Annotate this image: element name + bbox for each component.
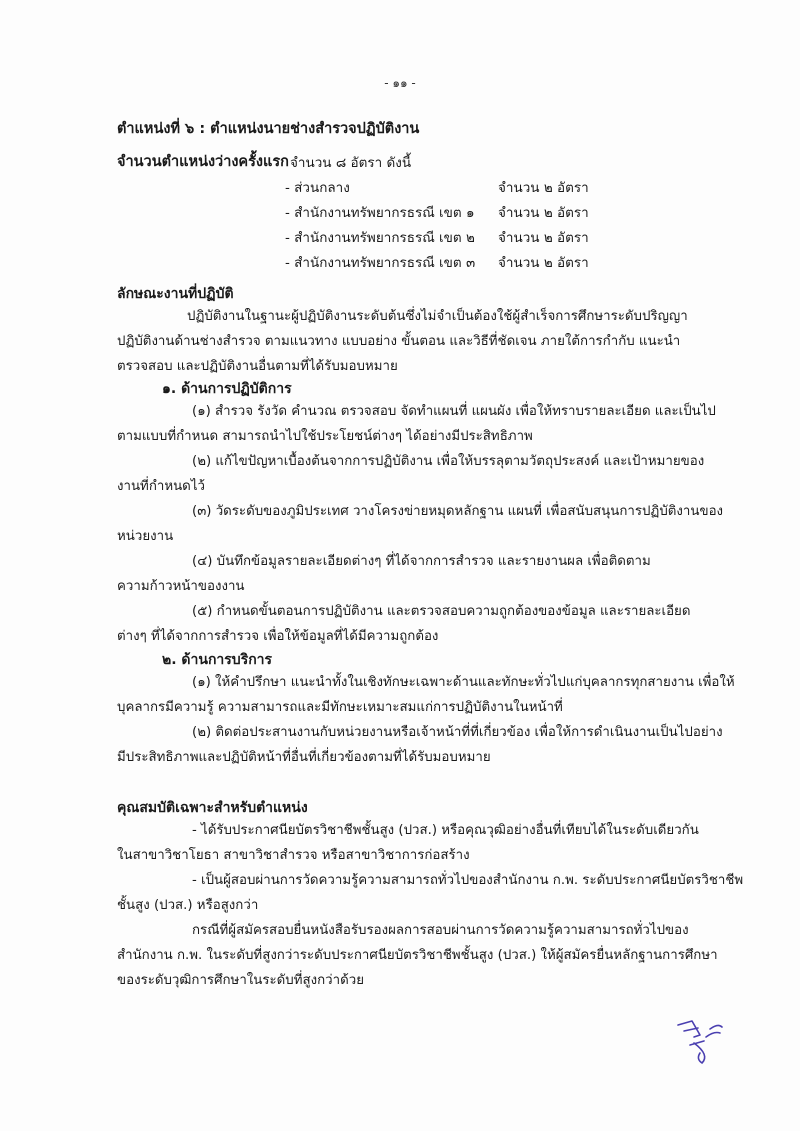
unit-name: - สำนักงานทรัพยากรธรณี เขต ๑ <box>285 205 475 221</box>
item-line: งานที่กำหนดไว้ <box>117 479 205 494</box>
item-line: กรณีที่ผู้สมัครสอบยื่นหนังสือรับรองผลการสอบผ่านการวัดความรู้ความสามารถทั่วไปของ <box>192 923 689 938</box>
unit-name: - สำนักงานทรัพยากรธรณี เขต ๒ <box>285 230 475 246</box>
vacancy-total: จำนวน ๘ อัตรา ดังนี้ <box>290 155 412 171</box>
item-line: ความก้าวหน้าของงาน <box>117 579 245 594</box>
text-line: ตรวจสอบ และปฏิบัติงานอื่นตามที่ได้รับมอบหมาย <box>117 359 398 374</box>
signature-icon <box>670 1015 730 1070</box>
text-line: ปฏิบัติงานในฐานะผู้ปฏิบัติงานระดับต้นซึ่งไม่จำเป็นต้องใช้ผู้สำเร็จการศึกษาระดับปริญญา <box>187 309 688 324</box>
operations-items <box>117 399 724 649</box>
item-line: (๕) กำหนดขั้นตอนการปฏิบัติงาน และตรวจสอบความถูกต้องของข้อมูล และรายละเอียด <box>192 604 691 619</box>
item-line: (๔) บันทึกข้อมูลรายละเอียดต่างๆ ที่ได้จากการสำรวจ และรายงานผล เพื่อติดตาม <box>192 554 651 569</box>
section-heading-operations: ๑. ด้านการปฏิบัติการ <box>162 381 292 397</box>
qualifications-heading: คุณสมบัติเฉพาะสำหรับตำแหน่ง <box>117 800 308 816</box>
item-line: ของระดับวุฒิการศึกษาในระดับที่สูงกว่าด้วย <box>117 973 364 988</box>
item-line: - เป็นผู้สอบผ่านการวัดความรู้ความสามารถทั่วไปของสำนักงาน ก.พ. ระดับประกาศนียบัตรวิชาชีพ <box>192 873 744 888</box>
item-line: (๑) ให้คำปรึกษา แนะนำทั้งในเชิงทักษะเฉพาะด้านและทักษะทั่วไปแก่บุคลากรทุกสายงาน เพื่อให้ <box>192 675 735 690</box>
service-items <box>117 670 735 770</box>
item-line: (๑) สำรวจ รังวัด คำนวณ ตรวจสอบ จัดทำแผนที่ แผนผัง เพื่อให้ทราบรายละเอียด และเป็นไป <box>192 404 716 419</box>
unit-name: - ส่วนกลาง <box>285 180 350 196</box>
duties-heading: ลักษณะงานที่ปฏิบัติ <box>117 286 234 302</box>
unit-count: จำนวน ๒ อัตรา <box>498 255 589 271</box>
item-line: (๒) ติดต่อประสานงานกับหน่วยงานหรือเจ้าหน้าที่ที่เกี่ยวข้อง เพื่อให้การดำเนินงานเป็นไปอย่าง <box>192 725 723 740</box>
item-line: - ได้รับประกาศนียบัตรวิชาชีพชั้นสูง (ปวส.) หรือคุณวุฒิอย่างอื่นที่เทียบได้ในระดับเดียวกัน <box>192 823 699 838</box>
item-line: (๒) แก้ไขปัญหาเบื้องต้นจากการปฏิบัติงาน เพื่อให้บรรลุตามวัตถุประสงค์ และเป้าหมายของ <box>192 454 705 469</box>
duties-intro <box>117 304 695 379</box>
item-line: ต่างๆ ที่ได้จากการสำรวจ เพื่อให้ข้อมูลที่ได้มีความถูกต้อง <box>117 629 439 644</box>
unit-count: จำนวน ๒ อัตรา <box>498 230 589 246</box>
item-line: ในสาขาวิชาโยธา สาขาวิชาสำรวจ หรือสาขาวิชาการก่อสร้าง <box>117 848 470 863</box>
item-line: (๓) วัดระดับของภูมิประเทศ วางโครงข่ายหมุดหลักฐาน แผนที่ เพื่อสนับสนุนการปฏิบัติงานของ <box>192 504 724 519</box>
page-number: - ๑๑ - <box>384 76 416 90</box>
item-line: ตามแบบที่กำหนด สามารถนำไปใช้ประโยชน์ต่างๆ ได้อย่างมีประสิทธิภาพ <box>117 429 533 444</box>
position-title: ตำแหน่งที่ ๖ : ตำแหน่งนายช่างสำรวจปฏิบัติงาน <box>117 121 420 137</box>
item-line: หน่วยงาน <box>117 529 174 544</box>
section-heading-service: ๒. ด้านการบริการ <box>162 652 273 668</box>
item-line: มีประสิทธิภาพและปฏิบัติหน้าที่อื่นที่เกี่ยวข้องตามที่ได้รับมอบหมาย <box>117 750 491 765</box>
text-line: ปฏิบัติงานด้านช่างสำรวจ ตามแนวทาง แบบอย่าง ขั้นตอน และวิธีที่ชัดเจน ภายใต้การกำกับ แนะนำ <box>117 334 681 349</box>
unit-name: - สำนักงานทรัพยากรธรณี เขต ๓ <box>285 255 476 271</box>
item-line: บุคลากรมีความรู้ ความสามารถและมีทักษะเหมาะสมแก่การปฏิบัติงานในหน้าที่ <box>117 700 563 715</box>
vacancy-label: จำนวนตำแหน่งว่างครั้งแรก <box>117 154 289 170</box>
item-line: ชั้นสูง (ปวส.) หรือสูงกว่า <box>117 898 259 913</box>
item-line: สำนักงาน ก.พ. ในระดับที่สูงกว่าระดับประกาศนียบัตรวิชาชีพชั้นสูง (ปวส.) ให้ผู้สมัครยื่นหลักฐานการศึกษา <box>117 948 718 963</box>
unit-count: จำนวน ๒ อัตรา <box>498 205 589 221</box>
unit-count: จำนวน ๒ อัตรา <box>498 180 589 196</box>
qualifications-items <box>117 818 744 993</box>
